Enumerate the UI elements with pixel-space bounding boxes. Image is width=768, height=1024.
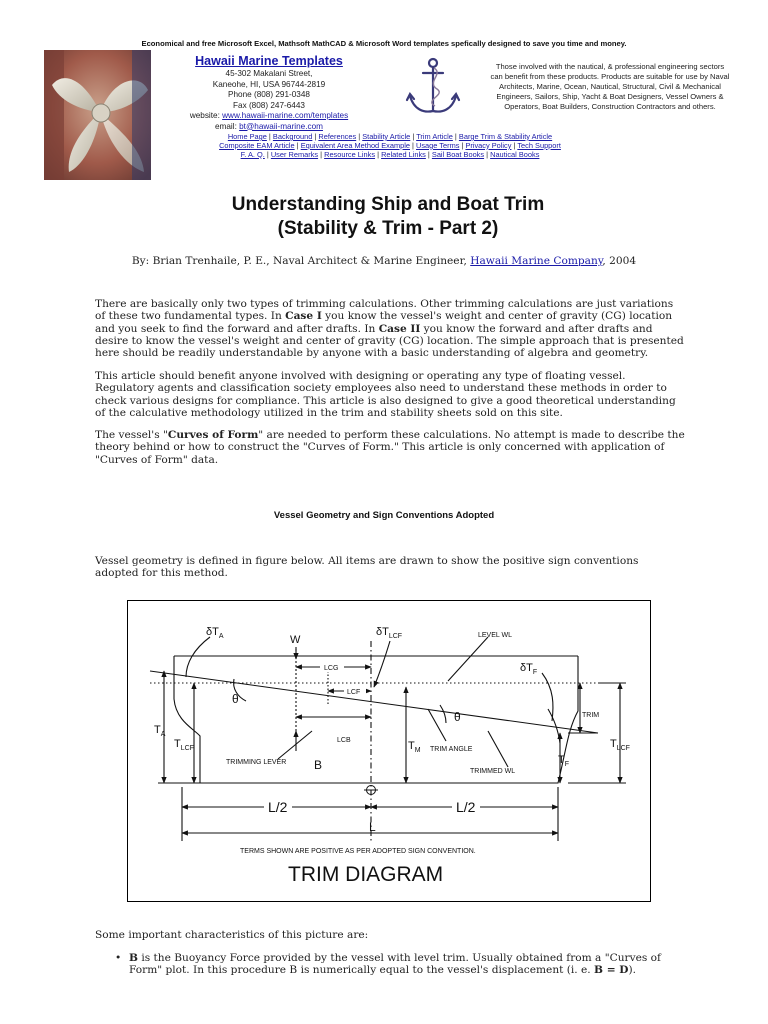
label-trim: TRIM xyxy=(582,712,600,719)
address-line-2: Kaneohe, HI, USA 96744-2819 xyxy=(212,79,326,89)
title-line-2: (Stability & Trim - Part 2) xyxy=(277,218,499,239)
nav-link-tech-support[interactable]: Tech Support xyxy=(517,140,561,150)
nav-row-2: Composite EAM Article | Equivalent Area Method Example | Usage Terms | Privacy Policy | Tech Support xyxy=(219,140,561,150)
nav-links xyxy=(190,133,590,159)
email-link[interactable]: bt@hawaii-marine.com xyxy=(239,121,323,131)
label-dtf: $\delta T_F$ xyxy=(520,662,538,676)
nav-row-1: Home Page | Background | References | Stability Article | Trim Article | Barge Trim & Stability Article xyxy=(227,132,553,141)
nav-link-privacy[interactable]: Privacy Policy xyxy=(465,140,512,150)
paragraph-curves-of-form: The vessel's "Curves of Form" are needed to perform these calculations. No attempt is made to describe the theory behind or how to construct the "Curves of Form." This article is only concerned with application of "Curves of Form" data. xyxy=(95,429,685,466)
label-dtlcf: $\delta T_{LCF}$ xyxy=(376,626,403,640)
label-level-wl: LEVEL WL xyxy=(478,632,512,639)
label-trim-angle: TRIM ANGLE xyxy=(430,746,473,753)
phone: Phone (808) 291-0348 xyxy=(228,90,310,99)
byline: By: Brian Trenhaile, P. E., Naval Architect & Marine Engineer, Hawaii Marine Company, 2004 xyxy=(131,255,637,267)
nav-link-resource-links[interactable]: Resource Links xyxy=(324,149,376,159)
paragraph-geometry: Vessel geometry is defined in figure below. All items are drawn to show the positive sign conventions adopted for this method. xyxy=(95,555,639,580)
company-info xyxy=(176,54,362,132)
trim-diagram xyxy=(127,600,651,902)
nav-link-nautical-books[interactable]: Nautical Books xyxy=(490,149,540,159)
address-line-1: 45-302 Makalani Street, xyxy=(225,69,313,78)
nav-link-stability-article[interactable]: Stability Article xyxy=(362,132,411,141)
paragraph-characteristics: Some important characteristics of this picture are: xyxy=(95,929,369,941)
website-line: website: www.hawaii-marine.com/templates xyxy=(189,111,349,120)
bullet-icon: • xyxy=(115,952,122,964)
nav-link-sail-boat-books[interactable]: Sail Boat Books xyxy=(431,149,485,159)
nav-link-user-remarks[interactable]: User Remarks xyxy=(270,149,319,159)
label-lcf: LCF xyxy=(347,689,361,696)
page-title xyxy=(0,193,768,241)
nav-link-composite-eam[interactable]: Composite EAM Article xyxy=(219,140,295,150)
nav-link-background[interactable]: Background xyxy=(272,132,313,141)
nav-link-usage-terms[interactable]: Usage Terms xyxy=(416,140,460,150)
company-name-link[interactable]: Hawaii Marine Templates xyxy=(195,54,343,68)
label-w: W xyxy=(290,634,301,646)
title-line-1: Understanding Ship and Boat Trim xyxy=(231,194,545,215)
list-item: • B is the Buoyancy Force provided by the vessel with level trim. Usually obtained from a "Curves of Form" plot. In this procedure B is numerically equal to the vessel's displacement (i. e. B = D). xyxy=(115,952,661,977)
products-blurb: Those involved with the nautical, & professional engineering sectors can benefit from these products. Products are suitable for use by Naval Architects, Marine, Ocean, Nautical, Structural, Civil & Mechanical Engineers, Sailors, Ship, Yacht & Boat Designers, Vessel Owners & Operators, Boat Builders, Construction Contractors and others. xyxy=(490,62,730,111)
nav-link-related-links[interactable]: Related Links xyxy=(381,149,426,159)
nav-link-eam-example[interactable]: Equivalent Area Method Example xyxy=(300,140,410,150)
label-tlcf-right: $T_{LCF}$ xyxy=(610,738,630,752)
nav-link-references[interactable]: References xyxy=(318,132,357,141)
label-tf: $T_F$ xyxy=(558,754,570,768)
nav-link-barge-article[interactable]: Barge Trim & Stability Article xyxy=(458,132,553,141)
diagram-note: TERMS SHOWN ARE POSITIVE AS PER ADOPTED SIGN CONVENTION. xyxy=(240,848,476,855)
byline-company-link[interactable]: Hawaii Marine Company xyxy=(470,255,603,267)
nav-link-faq[interactable]: F. A. Q. xyxy=(240,149,265,159)
tagline: Economical and free Microsoft Excel, Mathsoft MathCAD & Microsoft Word templates spefically designed to save you time and money. xyxy=(141,39,627,48)
label-b: B xyxy=(314,758,323,772)
label-theta-mid: θ xyxy=(454,710,461,724)
propeller-photo xyxy=(44,50,151,180)
label-length: L xyxy=(369,820,376,834)
label-theta-left: θ xyxy=(232,692,239,706)
fax: Fax (808) 247-6443 xyxy=(233,100,305,110)
diagram-caption: TRIM DIAGRAM xyxy=(288,863,444,886)
label-lcg: LCG xyxy=(324,665,339,672)
label-tlcf-left: $T_{LCF}$ xyxy=(174,738,194,752)
label-trimmed-wl: TRIMMED WL xyxy=(470,768,516,775)
label-dta: $\delta T_A$ xyxy=(206,626,224,640)
nav-link-trim-article[interactable]: Trim Article xyxy=(416,132,453,141)
label-trimming-lever: TRIMMING LEVER xyxy=(226,759,287,766)
label-half-length-aft: L/2 xyxy=(268,799,288,815)
characteristics-list xyxy=(113,952,685,977)
label-ta: $T_A$ xyxy=(154,724,166,738)
label-tm: $T_M$ xyxy=(408,740,421,754)
section-heading: Vessel Geometry and Sign Conventions Adopted xyxy=(273,510,495,521)
paragraph-audience: This article should benefit anyone involved with designing or operating any type of floating vessel. Regulatory agents and classification society employees also need to understand these methods in order to check various designs for compliance. This article is also designed to give a good theoretical understanding of the calculative methodology utilized in the trim and stability sheets sold on this site. xyxy=(95,370,676,419)
email-line: email: bt@hawaii-marine.com xyxy=(215,121,323,131)
nav-row-3: F. A. Q. | User Remarks | Resource Links | Related Links | Sail Boat Books | Nautical Books xyxy=(240,149,540,159)
nav-link-home[interactable]: Home Page xyxy=(227,132,267,141)
paragraph-intro: There are basically only two types of trimming calculations. Other trimming calculations are just variations of these two fundamental types. In Case I you know the vessel's weight and center of gravity (CG) location and you seek to find the forward and after drafts. In Case II you know the forward and after drafts and desire to know the vessel's weight and center of gravity (CG) location. The simple approach that is presented here should be readily understandable by anyone with a basic understanding of algebra and geometry. xyxy=(95,298,684,360)
label-half-length-fwd: L/2 xyxy=(456,799,476,815)
anchor-icon xyxy=(404,56,462,118)
website-link[interactable]: www.hawaii-marine.com/templates xyxy=(222,111,349,120)
label-lcb: LCB xyxy=(337,737,351,744)
